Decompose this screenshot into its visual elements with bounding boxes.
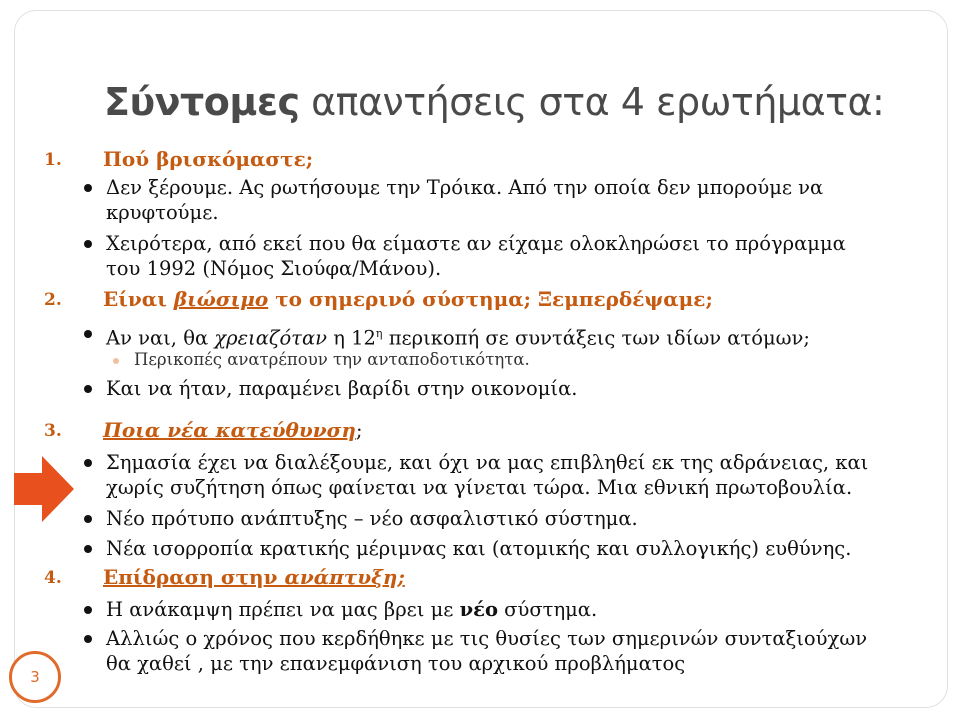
section-3-bullet-2: Νέο πρότυπο ανάπτυξης – νέο ασφαλιστικό σύστημα.	[106, 507, 638, 530]
bullet-dot	[84, 606, 92, 614]
slide-title: Σύντομες απαντήσεις στα 4 ερωτήματα:	[104, 80, 885, 124]
bullet-dot	[84, 184, 92, 192]
section-2-number: 2.	[44, 290, 62, 310]
section-4-number: 4.	[44, 568, 62, 588]
section-2-subbullet: Περικοπές ανατρέπουν την ανταποδοτικότητα.	[134, 350, 530, 369]
bullet-dot	[84, 545, 92, 553]
bullet-dot	[84, 330, 92, 338]
bullet-dot	[84, 459, 92, 467]
right-arrow-icon	[14, 456, 74, 522]
bullet-dot	[84, 515, 92, 523]
section-1-bullet-2: Χειρότερα, από εκεί που θα είμαστε αν είχαμε ολοκληρώσει το πρόγραμμα του 1992 (Νόμος Σιούφα/Μάνου).	[106, 232, 846, 280]
section-1-number: 1.	[44, 150, 62, 170]
bullet-dot	[84, 240, 92, 248]
bullet-dot	[84, 635, 92, 643]
section-4-bullet-2: Αλλιώς ο χρόνος που κερδήθηκε με τις θυσίες των σημερινών συνταξιούχων θα χαθεί , με την επανεμφάνιση του αρχικού προβλήματος	[106, 627, 868, 675]
section-3-bullet-3: Νέα ισορροπία κρατικής μέριμνας και (ατομικής και συλλογικής) ευθύνης.	[106, 537, 852, 560]
section-2-bullet-2: Και να ήταν, παραμένει βαρίδι στην οικονομία.	[106, 377, 578, 400]
section-3-bullet-1: Σημασία έχει να διαλέξουμε, και όχι να μας επιβληθεί εκ της αδράνειας, και χωρίς συζήτηση όπως φαίνεται να γίνεται τώρα. Μια εθνική πρωτοβουλία.	[106, 451, 869, 499]
sub-bullet-dot	[113, 358, 119, 364]
section-4-heading: Επίδραση στην ανάπτυξη;	[103, 565, 405, 589]
section-3-heading: Ποια νέα κατεύθυνση;	[103, 418, 363, 442]
section-4-bullet-1: Η ανάκαμψη πρέπει να μας βρει με νέο σύστημα.	[106, 598, 598, 621]
section-2-bullet-1: Αν ναι, θα χρειαζόταν η $12^\eta$ περικοπή σε συντάξεις των ιδίων ατόμων;	[106, 326, 810, 350]
bullet-dot	[84, 385, 92, 393]
section-2-heading: Είναι βιώσιμο το σημερινό σύστημα; Ξεμπερδέψαμε;	[103, 287, 713, 311]
page-number: 3	[9, 651, 61, 703]
section-3-number: 3.	[44, 421, 62, 441]
section-1-bullet-1: Δεν ξέρουμε. Ας ρωτήσουμε την Τρόικα. Από την οποία δεν μπορούμε να κρυφτούμε.	[106, 176, 824, 224]
section-1-heading: Πού βρισκόμαστε;	[103, 147, 314, 171]
